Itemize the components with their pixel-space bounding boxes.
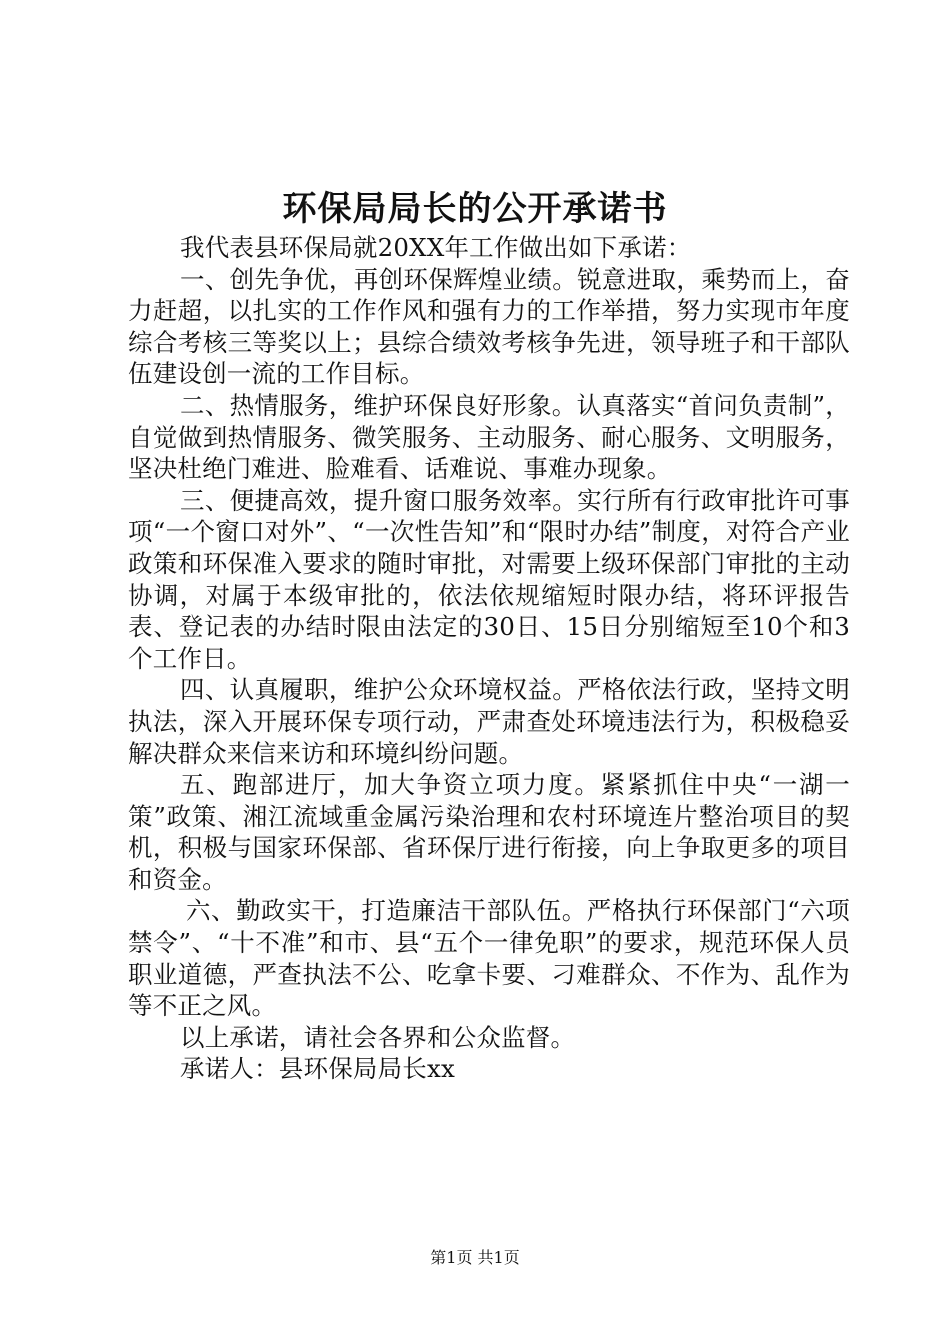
pledge-paragraph-5: 五、跑部进厅，加大争资立项力度。紧紧抓住中央“一湖一策”政策、湘江流域重金属污染治理和农村环境连片整治项目的契机，积极与国家环保部、省环保厅进行衔接，向上争取更多的项目和资金。 bbox=[128, 770, 850, 894]
pledge-paragraph-4: 四、认真履职，维护公众环境权益。严格依法行政，坚持文明执法，深入开展环保专项行动，严肃查处环境违法行为，积极稳妥解决群众来信来访和环境纠纷问题。 bbox=[128, 675, 850, 768]
signature-line: 承诺人：县环保局局长xx bbox=[180, 1054, 456, 1084]
page-footer: 第1页 共1页 bbox=[430, 1248, 520, 1267]
document-body bbox=[128, 232, 850, 1085]
document-title: 环保局局长的公开承诺书 bbox=[282, 189, 668, 229]
pledge-paragraph-6: 六、勤政实干，打造廉洁干部队伍。严格执行环保部门“六项禁令”、“十不准”和市、县“五个一律免职”的要求，规范环保人员职业道德，严查执法不公、吃拿卡要、刁难群众、不作为、乱作为等不正之风。 bbox=[128, 896, 850, 1021]
intro-paragraph: 我代表县环保局就20XX年工作做出如下承诺： bbox=[180, 233, 692, 262]
pledge-paragraph-1: 一、创先争优，再创环保辉煌业绩。锐意进取，乘势而上，奋力赶超，以扎实的工作作风和强有力的工作举措，努力实现市年度综合考核三等奖以上；县综合绩效考核争先进，领导班子和干部队伍建设创一流的工作目标。 bbox=[128, 264, 850, 389]
closing-paragraph: 以上承诺，请社会各界和公众监督。 bbox=[180, 1022, 576, 1052]
pledge-paragraph-3: 三、便捷高效，提升窗口服务效率。实行所有行政审批许可事项“一个窗口对外”、“一次性告知”和“限时办结”制度，对符合产业政策和环保准入要求的随时审批，对需要上级环保部门审批的主动协调，对属于本级审批的，依法依规缩短时限办结，将环评报告表、登记表的办结时限由法定的30日、15日分别缩短至10个和3个工作日。 bbox=[128, 485, 850, 673]
pledge-paragraph-2: 二、热情服务，维护环保良好形象。认真落实“首问负责制”，自觉做到热情服务、微笑服务、主动服务、耐心服务、文明服务，坚决杜绝门难进、脸难看、话难说、事难办现象。 bbox=[128, 390, 850, 484]
